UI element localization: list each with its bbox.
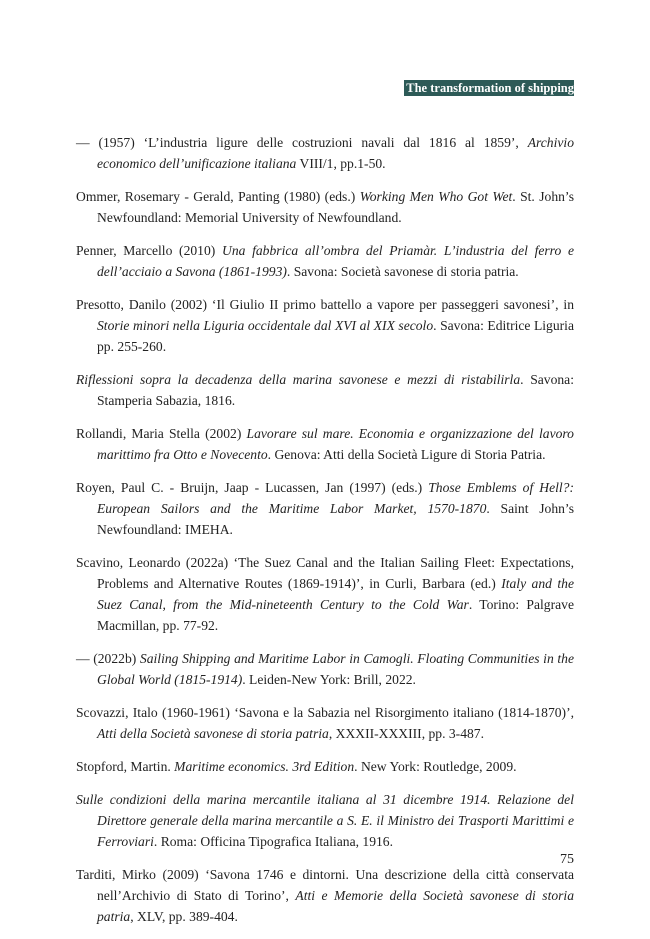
reference-title-italic: Sulle condizioni della marina mercantile italiana al 31 dicembre 1914. Relazione del Direttore generale della marina mercantile a S. E. il Ministro dei Trasporti Marittimi e Ferroviari <box>76 792 574 849</box>
reference-entry <box>76 477 574 540</box>
reference-text: Stopford, Martin. <box>76 759 175 774</box>
reference-text: Royen, Paul C. - Bruijn, Jaap - Lucassen, Jan (1997) (eds.) <box>76 480 429 495</box>
reference-text: Penner, Marcello (2010) <box>76 243 222 258</box>
reference-title-italic: Atti della Società savonese di storia patria <box>97 726 329 741</box>
reference-text: . Saint John’s Newfoundland: IMEHA. <box>97 501 574 537</box>
reference-text: Presotto, Danilo (2002) ‘Il Giulio II primo battello a vapore per passeggeri savonesi’, in <box>76 297 574 312</box>
reference-list <box>76 132 574 939</box>
reference-title-italic: Sailing Shipping and Maritime Labor in Camogli. Floating Communities in the Global World (1815-1914) <box>97 651 574 687</box>
reference-text: , XXXII-XXXIII, pp. 3-487. <box>328 726 484 741</box>
reference-text: — (1957) ‘L’industria ligure delle costruzioni navali dal 1816 al 1859’, <box>76 135 528 150</box>
reference-text: Tarditi, Mirko (2009) ‘Savona 1746 e dintorni. Una descrizione della città conservata nell’Archivio di Stato di Torino’, <box>76 867 574 903</box>
reference-entry <box>76 789 574 852</box>
reference-entry <box>76 423 574 465</box>
reference-title-italic: Storie minori nella Liguria occidentale dal XVI al XIX secolo <box>97 318 434 333</box>
reference-title-italic: Una fabbrica all’ombra del Priamàr. L’industria del ferro e dell’acciaio a Savona (1861-1993) <box>97 243 574 279</box>
reference-entry <box>76 756 574 777</box>
reference-entry <box>76 132 574 174</box>
page-number: 75 <box>560 852 574 867</box>
reference-title-italic: Italy and the Suez Canal, from the Mid-nineteenth Century to the Cold War <box>97 576 574 612</box>
reference-text: Ommer, Rosemary - Gerald, Panting (1980) (eds.) <box>76 189 360 204</box>
reference-entry <box>76 369 574 411</box>
reference-entry <box>76 294 574 357</box>
reference-text: VIII/1, pp.1-50. <box>296 156 386 171</box>
running-header: The transformation of shipping <box>406 81 574 95</box>
reference-entry <box>76 186 574 228</box>
reference-text: . Leiden-New York: Brill, 2022. <box>242 672 416 687</box>
reference-text: Rollandi, Maria Stella (2002) <box>76 426 247 441</box>
reference-title-italic: Maritime economics. 3rd Edition <box>174 759 355 774</box>
reference-text: Scavino, Leonardo (2022a) ‘The Suez Canal and the Italian Sailing Fleet: Expectations, Problems and Alternative Routes (1869-1914)’, in Curli, Barbara (ed.) <box>76 555 574 591</box>
reference-title-italic: Working Men Who Got Wet <box>359 189 513 204</box>
reference-text: , XLV, pp. 389-404. <box>130 909 238 924</box>
reference-text: . Roma: Officina Tipografica Italiana, 1916. <box>153 834 393 849</box>
reference-text: — (2022b) <box>76 651 140 666</box>
reference-entry <box>76 702 574 744</box>
reference-text: . Savona: Stamperia Sabazia, 1816. <box>97 372 574 408</box>
reference-text: . New York: Routledge, 2009. <box>354 759 517 774</box>
reference-text: . St. John’s Newfoundland: Memorial University of Newfoundland. <box>97 189 574 225</box>
reference-text: . Torino: Palgrave Macmillan, pp. 77-92. <box>97 597 574 633</box>
reference-title-italic: Those Emblems of Hell?: European Sailors and the Maritime Labor Market, 1570-1870 <box>97 480 574 516</box>
reference-title-italic: Riflessioni sopra la decadenza della marina savonese e mezzi di ristabilirla <box>76 372 521 387</box>
reference-text: Scovazzi, Italo (1960-1961) ‘Savona e la Sabazia nel Risorgimento italiano (1814-1870)’, <box>76 705 574 720</box>
reference-title-italic: Atti e Memorie della Società savonese di storia patria <box>97 888 575 924</box>
reference-entry <box>76 648 574 690</box>
reference-entry <box>76 552 574 636</box>
reference-title-italic: Archivio economico dell’unificazione italiana <box>97 135 574 171</box>
reference-title-italic: Lavorare sul mare. Economia e organizzazione del lavoro marittimo fra Otto e Novecento <box>97 426 574 462</box>
reference-text: . Genova: Atti della Società Ligure di Storia Patria. <box>267 447 546 462</box>
reference-entry <box>76 240 574 282</box>
reference-text: . Savona: Società savonese di storia patria. <box>286 264 519 279</box>
reference-text: . Savona: Editrice Liguria pp. 255-260. <box>97 318 574 354</box>
